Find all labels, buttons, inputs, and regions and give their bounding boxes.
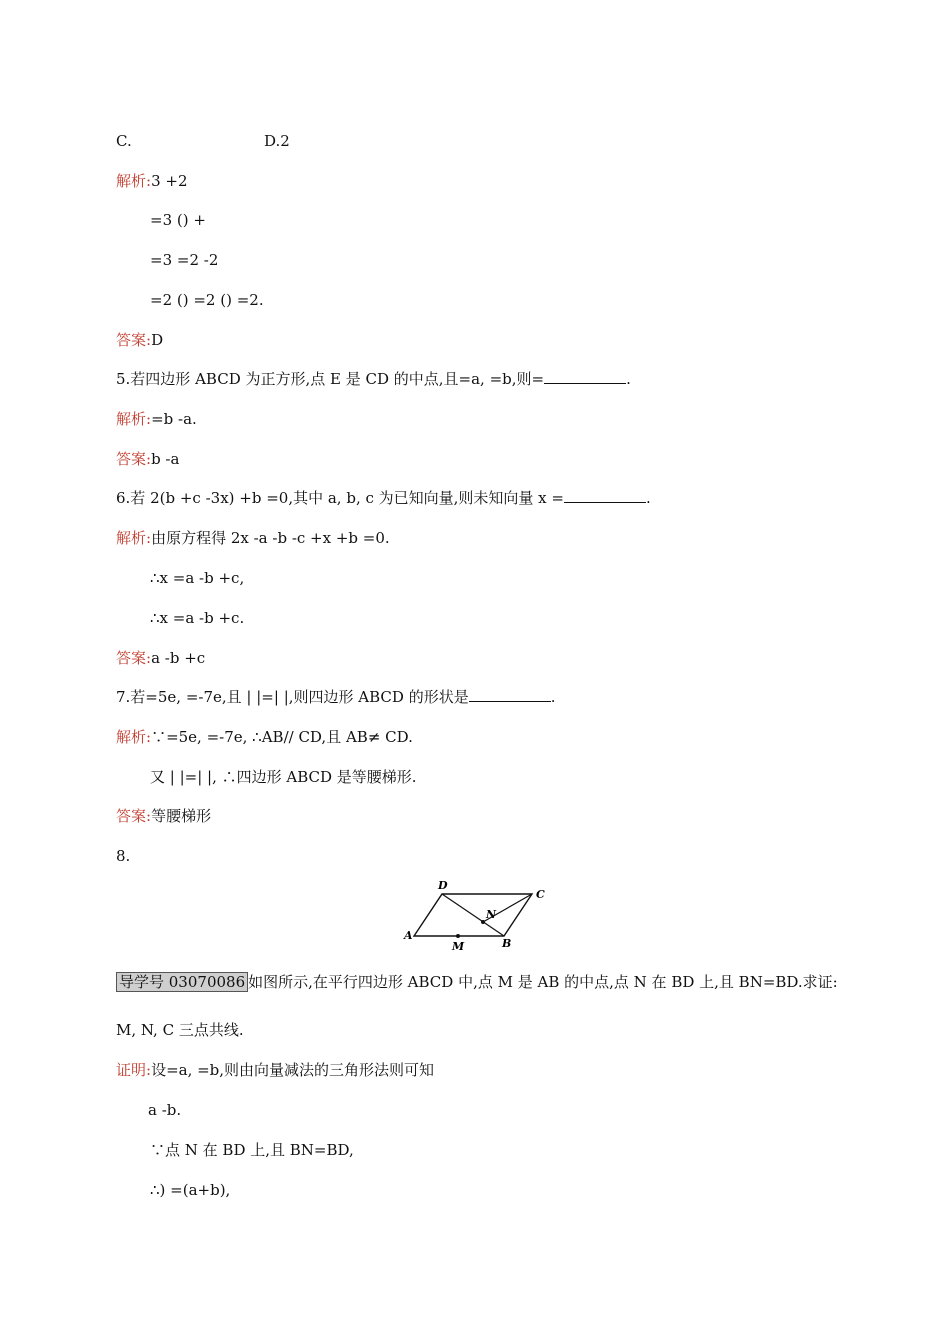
answer-text: 等腰梯形 [151,807,212,825]
solution-label: 解析: [116,410,152,428]
question-5 [116,369,631,389]
proof-8 [116,1060,434,1080]
solution-text: 由原方程得 2x -a -b -c +x +b =0. [151,529,390,547]
answer-label: 答案: [116,331,152,349]
solution-7 [116,727,413,747]
question-end: . [550,688,556,706]
question-text: 7.若=5e, =-7e,且 | |=| |,则四边形 ABCD 的形状是 [116,688,469,706]
proof-text: 设=a, =b,则由向量减法的三角形法则可知 [151,1061,435,1079]
question-8 [116,972,838,992]
answer-7 [116,806,211,826]
question-6 [116,488,651,508]
question-end: . [645,489,651,507]
answer-blank [544,369,626,384]
answer-blank [469,687,551,702]
question-8-cont: M, N, C 三点共线. [116,1021,244,1039]
choice-d: D.2 [264,132,290,150]
proof-label: 证明: [116,1061,152,1079]
solution-4-step-1: =3 () + [150,211,206,229]
solution-4-step-3: =2 () =2 () =2. [150,291,264,309]
solution-5 [116,409,197,429]
proof-8-step-3: ∴) =(a+b), [150,1181,231,1199]
solution-label: 解析: [116,728,152,746]
answer-6 [116,648,205,668]
reference-tag[interactable]: 导学号 03070086 [116,972,248,992]
answer-text: D [151,331,164,349]
answer-4 [116,330,163,350]
question-text: 如图所示,在平行四边形 ABCD 中,点 M 是 AB 的中点,点 N 在 BD 上,且 BN=BD.求证: [248,973,838,991]
solution-7-step-1: 又 | |=| |, ∴四边形 ABCD 是等腰梯形. [150,768,417,786]
choice-c: C. [116,132,132,150]
label-c: C [536,888,545,901]
label-n: N [486,908,497,921]
proof-8-step-2: ∵点 N 在 BD 上,且 BN=BD, [150,1141,354,1159]
label-a: A [404,929,413,942]
label-b: B [502,937,512,950]
point-n [481,920,485,924]
parallelogram-figure [400,876,550,954]
point-m [456,934,460,938]
solution-6-step-1: ∴x =a -b +c, [150,569,245,587]
solution-label: 解析: [116,172,152,190]
answer-text: b -a [151,450,180,468]
label-d: D [438,879,448,892]
proof-8-step-1: a -b. [148,1101,182,1119]
question-text: 5.若四边形 ABCD 为正方形,点 E 是 CD 的中点,且=a, =b,则= [116,370,545,388]
solution-text: 3 +2 [151,172,188,190]
solution-6-step-2: ∴x =a -b +c. [150,609,245,627]
answer-text: a -b +c [151,649,206,667]
question-8-number: 8. [116,847,131,865]
answer-label: 答案: [116,807,152,825]
question-text: 6.若 2(b +c -3x) +b =0,其中 a, b, c 为已知向量,则未知向量 x = [116,489,564,507]
answer-blank [564,488,646,503]
question-end: . [626,370,631,388]
solution-label: 解析: [116,529,152,547]
answer-5 [116,449,179,469]
label-m: M [452,940,465,953]
solution-6 [116,528,390,548]
solution-text: ∵=5e, =-7e, ∴AB// CD,且 AB≠ CD. [151,728,413,746]
answer-label: 答案: [116,450,152,468]
question-7 [116,687,555,707]
solution-4 [116,171,188,191]
answer-label: 答案: [116,649,152,667]
solution-text: =b -a. [151,410,197,428]
solution-4-step-2: =3 =2 -2 [150,251,219,269]
